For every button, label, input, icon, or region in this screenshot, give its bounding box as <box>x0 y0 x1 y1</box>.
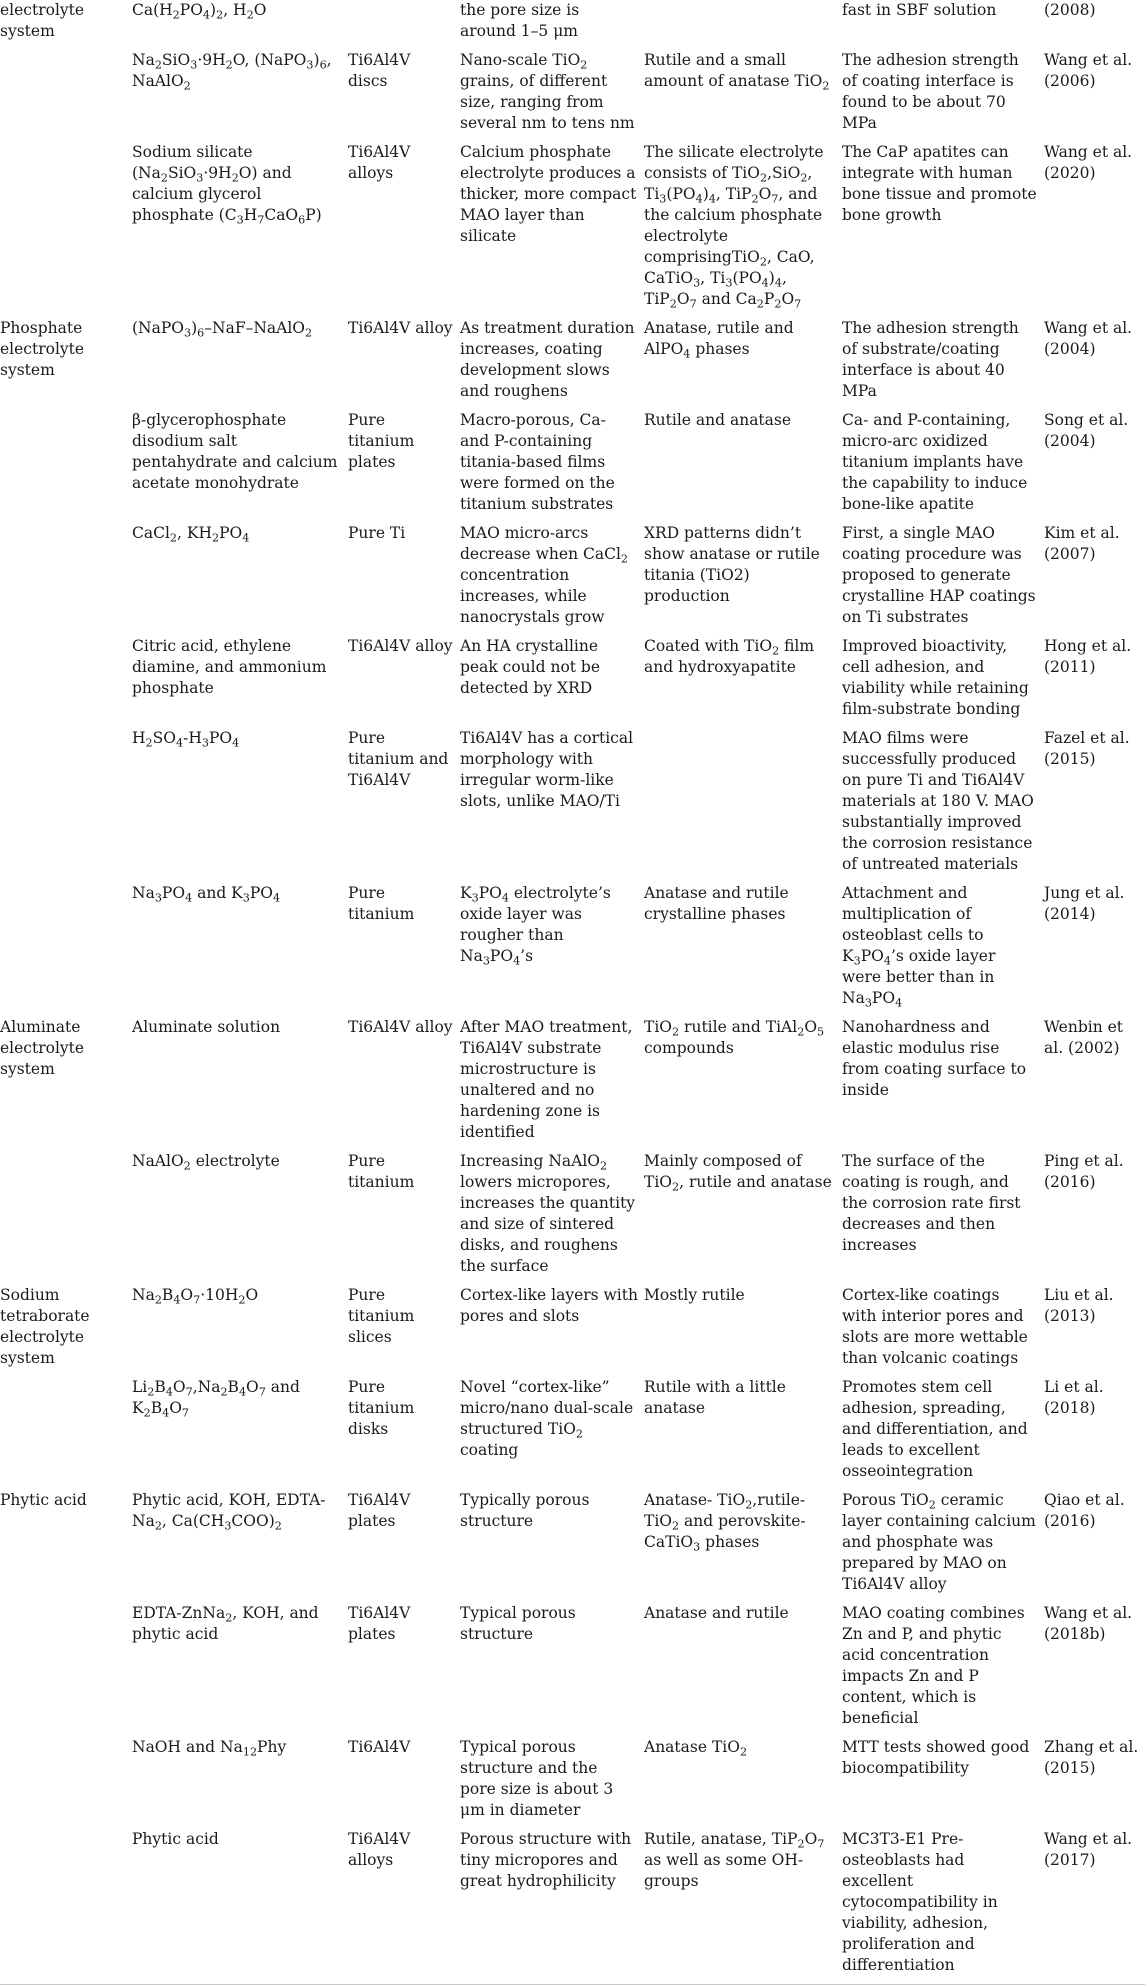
cell-finding: Cortex-like coatings with interior pores and slots are more wettable than volcanic coatings <box>842 1286 1028 1367</box>
cell-phase: Rutile and anatase <box>644 411 792 429</box>
cell-electrolyte: $H_2SO_4-H_3PO_4$ <box>132 729 240 750</box>
cell-substrate: Ti6Al4V plates <box>348 1491 411 1530</box>
table-row <box>0 142 1145 318</box>
cell-finding: Nanohardness and elastic modulus rise from coating surface to inside <box>842 1018 1027 1099</box>
cell-morphology: the pore size is around 1–5 μm <box>460 1 580 40</box>
table-row <box>0 728 1145 883</box>
cell-morphology: Nano-scale TiO$_2$ grains, of different size, ranging from several nm to tens nm <box>460 51 635 132</box>
cell-phase: Rutile and a small amount of anatase TiO$_2$ <box>644 51 830 93</box>
cell-electrolyte: Phytic acid <box>132 1829 348 1985</box>
cell-substrate: Pure titanium and Ti6Al4V <box>348 729 449 789</box>
table-row <box>0 1151 1145 1285</box>
cell-substrate: Pure titanium plates <box>348 411 415 471</box>
cell-category <box>0 728 132 883</box>
cell-electrolyte: NaOH and $Na_{12}Phy$ <box>132 1738 287 1759</box>
cell-finding: fast in SBF solution <box>842 1 997 19</box>
cell-electrolyte: $Na_2SiO_3\cdot 9H_2O$, $(NaPO_3)_6$, NaAlO$_2$ <box>132 51 332 93</box>
cell-finding: The adhesion strength of coating interface is found to be about 70 MPa <box>842 51 1019 132</box>
cell-electrolyte: Phytic acid, KOH, EDTA-$Na_2$, $Ca(CH_3COO)_2$ <box>132 1491 326 1533</box>
cell-category <box>0 410 132 523</box>
cell-phase: Rutile with a little anatase <box>644 1378 786 1417</box>
cell-electrolyte: $(NaPO_3)_6-NaF-NaAlO_2$ <box>132 319 313 340</box>
cell-finding: Improved bioactivity, cell adhesion, and viability while retaining film-substrate bonding <box>842 637 1029 718</box>
table-row <box>0 318 1145 410</box>
cell-finding: Ca- and P-containing, micro-arc oxidized titanium implants have the capability to induce bone-like apatite <box>842 411 1028 513</box>
cell-morphology: As treatment duration increases, coating development slows and roughens <box>460 319 635 400</box>
table-row <box>0 410 1145 523</box>
table-row <box>0 1285 1145 1377</box>
cell-phase: Anatase and rutile <box>644 1604 789 1622</box>
table-row <box>0 1017 1145 1151</box>
cell-finding: The CaP apatites can integrate with human bone tissue and promote bone growth <box>842 143 1037 224</box>
cell-category <box>0 1377 132 1490</box>
cell-category: Aluminate electrolyte system <box>0 1018 85 1078</box>
cell-substrate: Ti6Al4V <box>348 1738 411 1756</box>
cell-category: Phosphate electrolyte system <box>0 319 85 379</box>
cell-substrate: Ti6Al4V alloys <box>348 1829 460 1985</box>
cell-morphology: MAO micro-arcs decrease when CaCl$_2$ concentration increases, while nanocrystals grow <box>460 524 629 626</box>
cell-finding: The adhesion strength of substrate/coating interface is about 40 MPa <box>842 319 1019 400</box>
cell-finding: MTT tests showed good biocompatibility <box>842 1738 1030 1777</box>
cell-electrolyte: Sodium silicate $(Na_2SiO_3\cdot 9H_2O)$ and calcium glycerol phosphate $(C_3H_7CaO_6P)$ <box>132 143 322 227</box>
cell-category <box>0 1829 132 1985</box>
cell-category <box>0 1151 132 1285</box>
cell-substrate: Ti6Al4V alloy <box>348 637 453 655</box>
cell-phase: Mostly rutile <box>644 1286 745 1304</box>
cell-category <box>0 1737 132 1829</box>
cell-phase: TiO$_2$ rutile and $TiAl_2O_5$ compounds <box>644 1018 825 1057</box>
cell-phase: Anatase- TiO$_2$,rutile-TiO$_2$ and perovskite-CaTiO$_3$ phases <box>644 1491 806 1554</box>
cell-substrate: Ti6Al4V discs <box>348 51 411 90</box>
cell-category <box>0 883 132 1017</box>
cell-reference: Wang et al. (2018b) <box>1044 1604 1133 1643</box>
cell-finding: MAO films were successfully produced on pure Ti and Ti6Al4V materials at 180 V. MAO substantially improved the corrosion resistance of untreated materials <box>842 729 1034 873</box>
table-row <box>0 1603 1145 1737</box>
cell-electrolyte: β-glycerophosphate disodium salt pentahydrate and calcium acetate monohydrate <box>132 411 338 492</box>
cell-electrolyte: Citric acid, ethylene diamine, and ammonium phosphate <box>132 637 327 697</box>
table-row <box>0 1829 1145 1985</box>
cell-reference: Wang et al. (2004) <box>1044 319 1133 358</box>
table-row <box>0 1737 1145 1829</box>
cell-category: Phytic acid <box>0 1491 87 1509</box>
cell-category: electrolyte system <box>0 1 85 40</box>
table-row <box>0 0 1145 50</box>
cell-morphology: Increasing NaAlO$_2$ lowers micropores, increases the quantity and size of sintered disks, and roughens the surface <box>460 1152 636 1275</box>
cell-substrate: Ti6Al4V alloy <box>348 319 453 337</box>
cell-morphology: Porous structure with tiny micropores and great hydrophilicity <box>460 1829 644 1985</box>
cell-category <box>0 1603 132 1737</box>
cell-finding: Attachment and multiplication of osteoblast cells to $K_3PO_4’s$ oxide layer were better than in $Na_3PO_4$ <box>842 884 996 1010</box>
cell-morphology: An HA crystalline peak could not be detected by XRD <box>460 637 601 697</box>
cell-category <box>0 523 132 636</box>
cell-category <box>0 636 132 728</box>
table-row <box>0 883 1145 1017</box>
cell-reference: Wenbin et al. (2002) <box>1044 1018 1124 1057</box>
cell-reference: Jung et al. (2014) <box>1044 884 1125 923</box>
cell-reference: Fazel et al. (2015) <box>1044 729 1130 768</box>
cell-finding: The surface of the coating is rough, and the corrosion rate first decreases and then increases <box>842 1152 1021 1254</box>
cell-phase: Anatase and rutile crystalline phases <box>644 884 789 923</box>
table-row <box>0 636 1145 728</box>
cell-morphology: Ti6Al4V has a cortical morphology with irregular worm-like slots, unlike MAO/Ti <box>460 729 634 810</box>
cell-substrate: Pure titanium slices <box>348 1286 415 1346</box>
cell-category <box>0 50 132 142</box>
cell-morphology: Typically porous structure <box>460 1491 590 1530</box>
cell-substrate: Pure titanium disks <box>348 1378 415 1438</box>
cell-finding: MAO coating combines Zn and P, and phytic acid concentration impacts Zn and P content, which is beneficial <box>842 1604 1025 1727</box>
cell-substrate: Ti6Al4V alloy <box>348 1018 453 1036</box>
cell-substrate: Ti6Al4V plates <box>348 1604 411 1643</box>
cell-morphology: Typical porous structure and the pore size is about 3 μm in diameter <box>460 1738 614 1819</box>
cell-substrate: Pure titanium <box>348 884 415 923</box>
cell-finding: Promotes stem cell adhesion, spreading, and differentiation, and leads to excellent osseointegration <box>842 1378 1028 1480</box>
cell-category: Sodium tetraborate electrolyte system <box>0 1286 90 1367</box>
cell-morphology: After MAO treatment, Ti6Al4V substrate microstructure is unaltered and no hardening zone is identified <box>460 1018 633 1141</box>
cell-phase <box>644 728 842 883</box>
cell-morphology: Cortex-like layers with pores and slots <box>460 1286 638 1325</box>
cell-morphology: Calcium phosphate electrolyte produces a thicker, more compact MAO layer than silicate <box>460 143 637 245</box>
cell-phase <box>644 0 842 50</box>
cell-reference: Wang et al. (2017) <box>1044 1829 1145 1985</box>
cell-electrolyte: Aluminate solution <box>132 1018 281 1036</box>
cell-electrolyte: $Na_3PO_4$ and $K_3PO_4$ <box>132 884 281 905</box>
table-row <box>0 1490 1145 1603</box>
cell-morphology: $K_3PO_4$ electrolyte’s oxide layer was rougher than $Na_3PO_4’s$ <box>460 884 611 968</box>
table-row <box>0 50 1145 142</box>
cell-reference: Zhang et al. (2015) <box>1044 1738 1139 1777</box>
cell-phase: Rutile, anatase, $TiP_2O_7$ as well as some OH- groups <box>644 1829 842 1985</box>
cell-reference: (2008) <box>1044 1 1096 19</box>
cell-phase: The silicate electrolyte consists of TiO$_2$,SiO$_2$, $Ti_3(PO_4)_4$, $TiP_2O_7$, and the calcium phosphate electrolyte comprisingTiO$_2$, CaO, CaTiO$_3$, $Ti_3(PO_4)_4$, $TiP_2O_7$ and $Ca_2P_2O_7$ <box>644 143 824 311</box>
cell-phase: Anatase, rutile and AlPO$_4$ phases <box>644 319 794 361</box>
table-row <box>0 1377 1145 1490</box>
cell-finding: MC3T3-E1 Pre-osteoblasts had excellent cytocompatibility in viability, adhesion, proliferation and differentiation <box>842 1829 1044 1985</box>
cell-morphology: Typical porous structure <box>460 1604 576 1643</box>
cell-substrate: Pure titanium <box>348 1152 415 1191</box>
cell-morphology: Novel “cortex-like” micro/nano dual-scale structured TiO$_2$ coating <box>460 1378 634 1459</box>
cell-electrolyte: NaAlO$_2$ electrolyte <box>132 1152 280 1173</box>
cell-reference: Liu et al. (2013) <box>1044 1286 1114 1325</box>
cell-finding: Porous TiO$_2$ ceramic layer containing calcium and phosphate was prepared by MAO on Ti6Al4V alloy <box>842 1491 1036 1593</box>
cell-electrolyte: $Na_2B_4O_7\cdot 10H_2O$ <box>132 1286 259 1307</box>
cell-substrate: Ti6Al4V alloys <box>348 143 411 182</box>
cell-electrolyte: CaCl$_2$, $KH_2PO_4$ <box>132 524 250 545</box>
cell-reference: Ping et al. (2016) <box>1044 1152 1124 1191</box>
cell-phase: Anatase TiO$_2$ <box>644 1738 748 1759</box>
cell-phase: Mainly composed of TiO$_2$, rutile and anatase <box>644 1152 832 1194</box>
cell-phase: XRD patterns didn’t show anatase or rutile titania (TiO2) production <box>644 524 820 605</box>
cell-substrate: Pure Ti <box>348 524 406 542</box>
cell-morphology: Macro-porous, Ca- and P-containing titania-based films were formed on the titanium substrates <box>460 411 615 513</box>
cell-electrolyte: EDTA-ZnNa$_2$, KOH, and phytic acid <box>132 1604 319 1643</box>
cell-reference: Kim et al. (2007) <box>1044 524 1120 563</box>
cell-electrolyte: $Li_2B_4O_7,Na_2B_4O_7$ and $K_2B_4O_7$ <box>132 1378 300 1420</box>
cell-electrolyte: $Ca(H_2PO_4)_2$, $H_2O$ <box>132 1 267 22</box>
cell-reference: Wang et al. (2020) <box>1044 143 1133 182</box>
cell-reference: Song et al. (2004) <box>1044 411 1129 450</box>
cell-category <box>0 142 132 318</box>
cell-substrate <box>348 0 460 50</box>
cell-finding: First, a single MAO coating procedure was proposed to generate crystalline HAP coatings on Ti substrates <box>842 524 1036 626</box>
cell-reference: Hong et al. (2011) <box>1044 637 1132 676</box>
cell-reference: Qiao et al. (2016) <box>1044 1491 1125 1530</box>
cell-reference: Wang et al. (2006) <box>1044 51 1133 90</box>
cell-reference: Li et al. (2018) <box>1044 1378 1104 1417</box>
table-row <box>0 523 1145 636</box>
cell-phase: Coated with TiO$_2$ film and hydroxyapatite <box>644 637 815 676</box>
